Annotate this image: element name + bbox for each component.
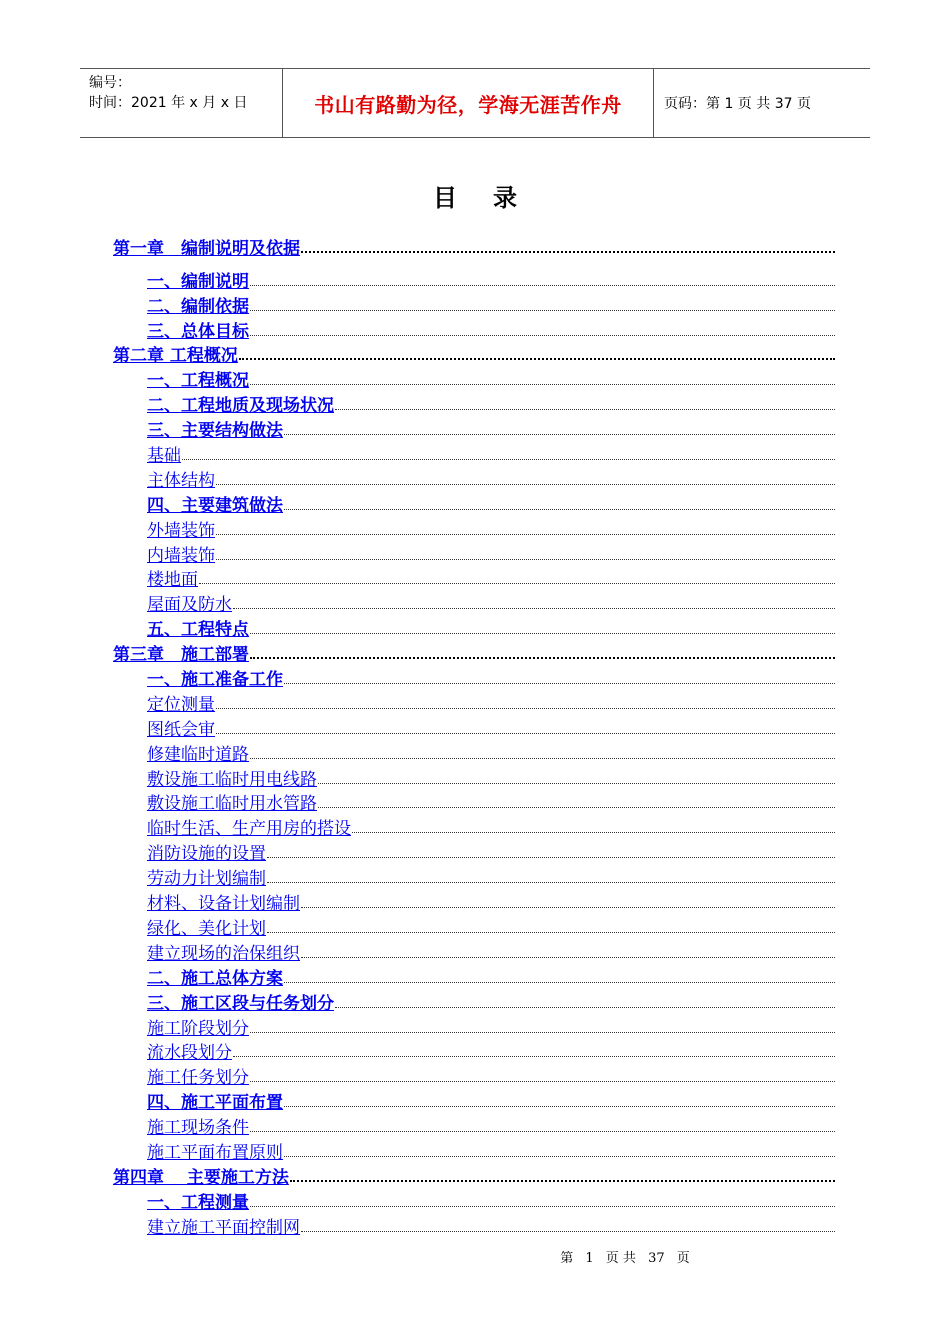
toc-entry-link[interactable]: 基础: [147, 446, 181, 467]
toc-entry-link[interactable]: 材料、设备计划编制: [147, 894, 300, 915]
toc-entry[interactable]: [113, 839, 835, 864]
toc-entry[interactable]: [113, 1113, 835, 1138]
toc-entry[interactable]: [113, 541, 835, 566]
toc-leader-dots: [216, 484, 835, 485]
toc-leader-dots: [284, 1106, 835, 1107]
toc-entry-link[interactable]: 临时生活、生产用房的搭设: [147, 819, 351, 840]
toc-leader-dots: [301, 907, 835, 908]
toc-entry-link[interactable]: 敷设施工临时用水管路: [147, 794, 317, 815]
toc-entry-link[interactable]: 修建临时道路: [147, 744, 249, 765]
toc-entry[interactable]: [113, 234, 835, 259]
toc-entry[interactable]: [113, 267, 835, 292]
toc-leader-dots: [335, 409, 835, 410]
footer-total-pages: 37: [648, 1251, 665, 1266]
toc-entry: [113, 259, 835, 267]
toc-entry[interactable]: [113, 1039, 835, 1064]
toc-entry[interactable]: [113, 317, 835, 342]
page-footer: [0, 1247, 950, 1266]
toc-entry-link[interactable]: 一、施工准备工作: [147, 670, 283, 691]
toc-leader-dots: [216, 708, 835, 709]
toc-leader-dots: [239, 358, 835, 360]
toc-entry-link[interactable]: 三、施工区段与任务划分: [147, 993, 334, 1014]
toc-entry-link[interactable]: 主体结构: [147, 470, 215, 491]
header-page-info: 页码：第 1 页 共 37 页: [664, 96, 811, 112]
toc-leader-dots: [267, 882, 835, 883]
toc-leader-dots: [250, 310, 835, 311]
toc-entry[interactable]: [113, 466, 835, 491]
toc-leader-dots: [318, 783, 835, 784]
toc-leader-dots: [233, 1056, 835, 1057]
toc-entry[interactable]: [113, 740, 835, 765]
toc-entry-link[interactable]: 第二章 工程概况: [113, 346, 238, 367]
toc-leader-dots: [352, 832, 835, 833]
toc-leader-dots: [216, 733, 835, 734]
toc-leader-dots: [284, 683, 835, 684]
toc-entry-link[interactable]: 第一章 编制说明及依据: [113, 238, 300, 259]
toc-title: 目录: [433, 184, 553, 212]
toc-leader-dots: [250, 384, 835, 385]
toc-entry-link[interactable]: 一、工程概况: [147, 371, 249, 392]
header-motto: 书山有路勤为径，学海无涯苦作舟: [282, 69, 654, 137]
toc-entry-link[interactable]: 图纸会审: [147, 719, 215, 740]
toc-entry[interactable]: [113, 690, 835, 715]
toc-leader-dots: [284, 509, 835, 510]
toc-entry[interactable]: [113, 1063, 835, 1088]
toc-leader-dots: [250, 1206, 835, 1207]
toc-entry-link[interactable]: 第四章 主要施工方法: [113, 1167, 289, 1188]
toc-entry-link[interactable]: 外墙装饰: [147, 520, 215, 541]
toc-entry-link[interactable]: 楼地面: [147, 570, 198, 591]
page-header: [80, 68, 870, 138]
toc-entry-link[interactable]: 四、施工平面布置: [147, 1093, 283, 1114]
footer-middle: 页 共: [605, 1251, 636, 1266]
number-label: 编号：: [89, 75, 131, 91]
toc-leader-dots: [267, 932, 835, 933]
toc-entry[interactable]: [113, 342, 835, 367]
toc-entry-link[interactable]: 三、主要结构做法: [147, 421, 283, 442]
toc-entry[interactable]: [113, 1088, 835, 1113]
toc-entry-link[interactable]: 绿化、美化计划: [147, 918, 266, 939]
toc-entry-link[interactable]: 一、编制说明: [147, 271, 249, 292]
toc-entry-link[interactable]: 第三章 施工部署: [113, 645, 249, 666]
toc-entry-link[interactable]: 施工阶段划分: [147, 1018, 249, 1039]
toc-entry[interactable]: [113, 715, 835, 740]
toc-entry-link[interactable]: 劳动力计划编制: [147, 869, 266, 890]
toc-leader-dots: [284, 434, 835, 435]
footer-prefix: 第: [560, 1251, 574, 1266]
toc-leader-dots: [250, 1131, 835, 1132]
toc-leader-dots: [284, 982, 835, 983]
toc-leader-dots: [301, 1231, 835, 1232]
toc-entry-link[interactable]: 二、编制依据: [147, 296, 249, 317]
toc-entry-link[interactable]: 施工任务划分: [147, 1068, 249, 1089]
toc-leader-dots: [267, 857, 835, 858]
toc-leader-dots: [250, 1081, 835, 1082]
toc-leader-dots: [318, 807, 835, 808]
toc-entry[interactable]: [113, 914, 835, 939]
toc-leader-dots: [182, 459, 835, 460]
toc-entry-link[interactable]: 一、工程测量: [147, 1192, 249, 1213]
toc-entry-link[interactable]: 二、工程地质及现场状况: [147, 396, 334, 417]
toc-leader-dots: [216, 534, 835, 535]
toc-entry-link[interactable]: 内墙装饰: [147, 545, 215, 566]
toc-entry[interactable]: [113, 566, 835, 591]
toc-entry-link[interactable]: 屋面及防水: [147, 595, 232, 616]
toc-entry-link[interactable]: 三、总体目标: [147, 321, 249, 342]
toc-entry[interactable]: [113, 516, 835, 541]
toc-entry[interactable]: [113, 1014, 835, 1039]
toc-entry-link[interactable]: 消防设施的设置: [147, 844, 266, 865]
toc-leader-dots: [250, 335, 835, 336]
toc-entry-link[interactable]: 五、工程特点: [147, 620, 249, 641]
header-meta: [80, 69, 282, 137]
toc-entry[interactable]: [113, 814, 835, 839]
toc-leader-dots: [250, 285, 835, 286]
toc-entry[interactable]: [113, 889, 835, 914]
toc-leader-dots: [284, 1156, 835, 1157]
toc-entry-link[interactable]: 四、主要建筑做法: [147, 495, 283, 516]
toc-entry[interactable]: [113, 1138, 835, 1163]
toc-entry[interactable]: [113, 590, 835, 615]
toc-entry[interactable]: [113, 416, 835, 441]
toc-entry[interactable]: [113, 665, 835, 690]
toc-entry-link[interactable]: 流水段划分: [147, 1043, 232, 1064]
toc-entry[interactable]: [113, 391, 835, 416]
toc-leader-dots: [250, 1032, 835, 1033]
toc-entry[interactable]: [113, 989, 835, 1014]
time-label: 时间：2021 年 x 月 x 日: [89, 95, 248, 111]
toc-leader-dots: [290, 1180, 835, 1182]
toc-entry-link[interactable]: 定位测量: [147, 694, 215, 715]
toc-entry[interactable]: [113, 765, 835, 790]
toc-leader-dots: [301, 251, 835, 253]
toc-entry[interactable]: [113, 864, 835, 889]
toc-leader-dots: [233, 608, 835, 609]
toc-entry[interactable]: [113, 790, 835, 815]
toc-leader-dots: [250, 657, 835, 659]
toc-leader-dots: [335, 1007, 835, 1008]
toc-leader-dots: [250, 758, 835, 759]
toc-leader-dots: [250, 633, 835, 634]
toc-entry[interactable]: [113, 441, 835, 466]
footer-page-number: 1: [585, 1251, 594, 1266]
toc-leader-dots: [301, 957, 835, 958]
toc-entry-link[interactable]: 施工现场条件: [147, 1118, 249, 1139]
toc-entry[interactable]: [113, 640, 835, 665]
toc-entry[interactable]: [113, 1188, 835, 1213]
toc-leader-dots: [199, 583, 835, 584]
table-of-contents: [113, 234, 835, 1238]
toc-entry[interactable]: [113, 1213, 835, 1238]
toc-entry[interactable]: [113, 292, 835, 317]
toc-entry-link[interactable]: 建立施工平面控制网: [147, 1217, 300, 1238]
toc-entry[interactable]: [113, 1163, 835, 1188]
toc-entry[interactable]: [113, 491, 835, 516]
footer-suffix: 页: [676, 1251, 690, 1266]
toc-entry[interactable]: [113, 964, 835, 989]
toc-entry[interactable]: [113, 366, 835, 391]
toc-entry-link[interactable]: 建立现场的治保组织: [147, 943, 300, 964]
toc-leader-dots: [216, 559, 835, 560]
toc-entry-link[interactable]: 施工平面布置原则: [147, 1142, 283, 1163]
toc-entry-link[interactable]: 敷设施工临时用电线路: [147, 769, 317, 790]
toc-entry-link[interactable]: 二、施工总体方案: [147, 968, 283, 989]
toc-entry[interactable]: [113, 939, 835, 964]
toc-entry[interactable]: [113, 615, 835, 640]
